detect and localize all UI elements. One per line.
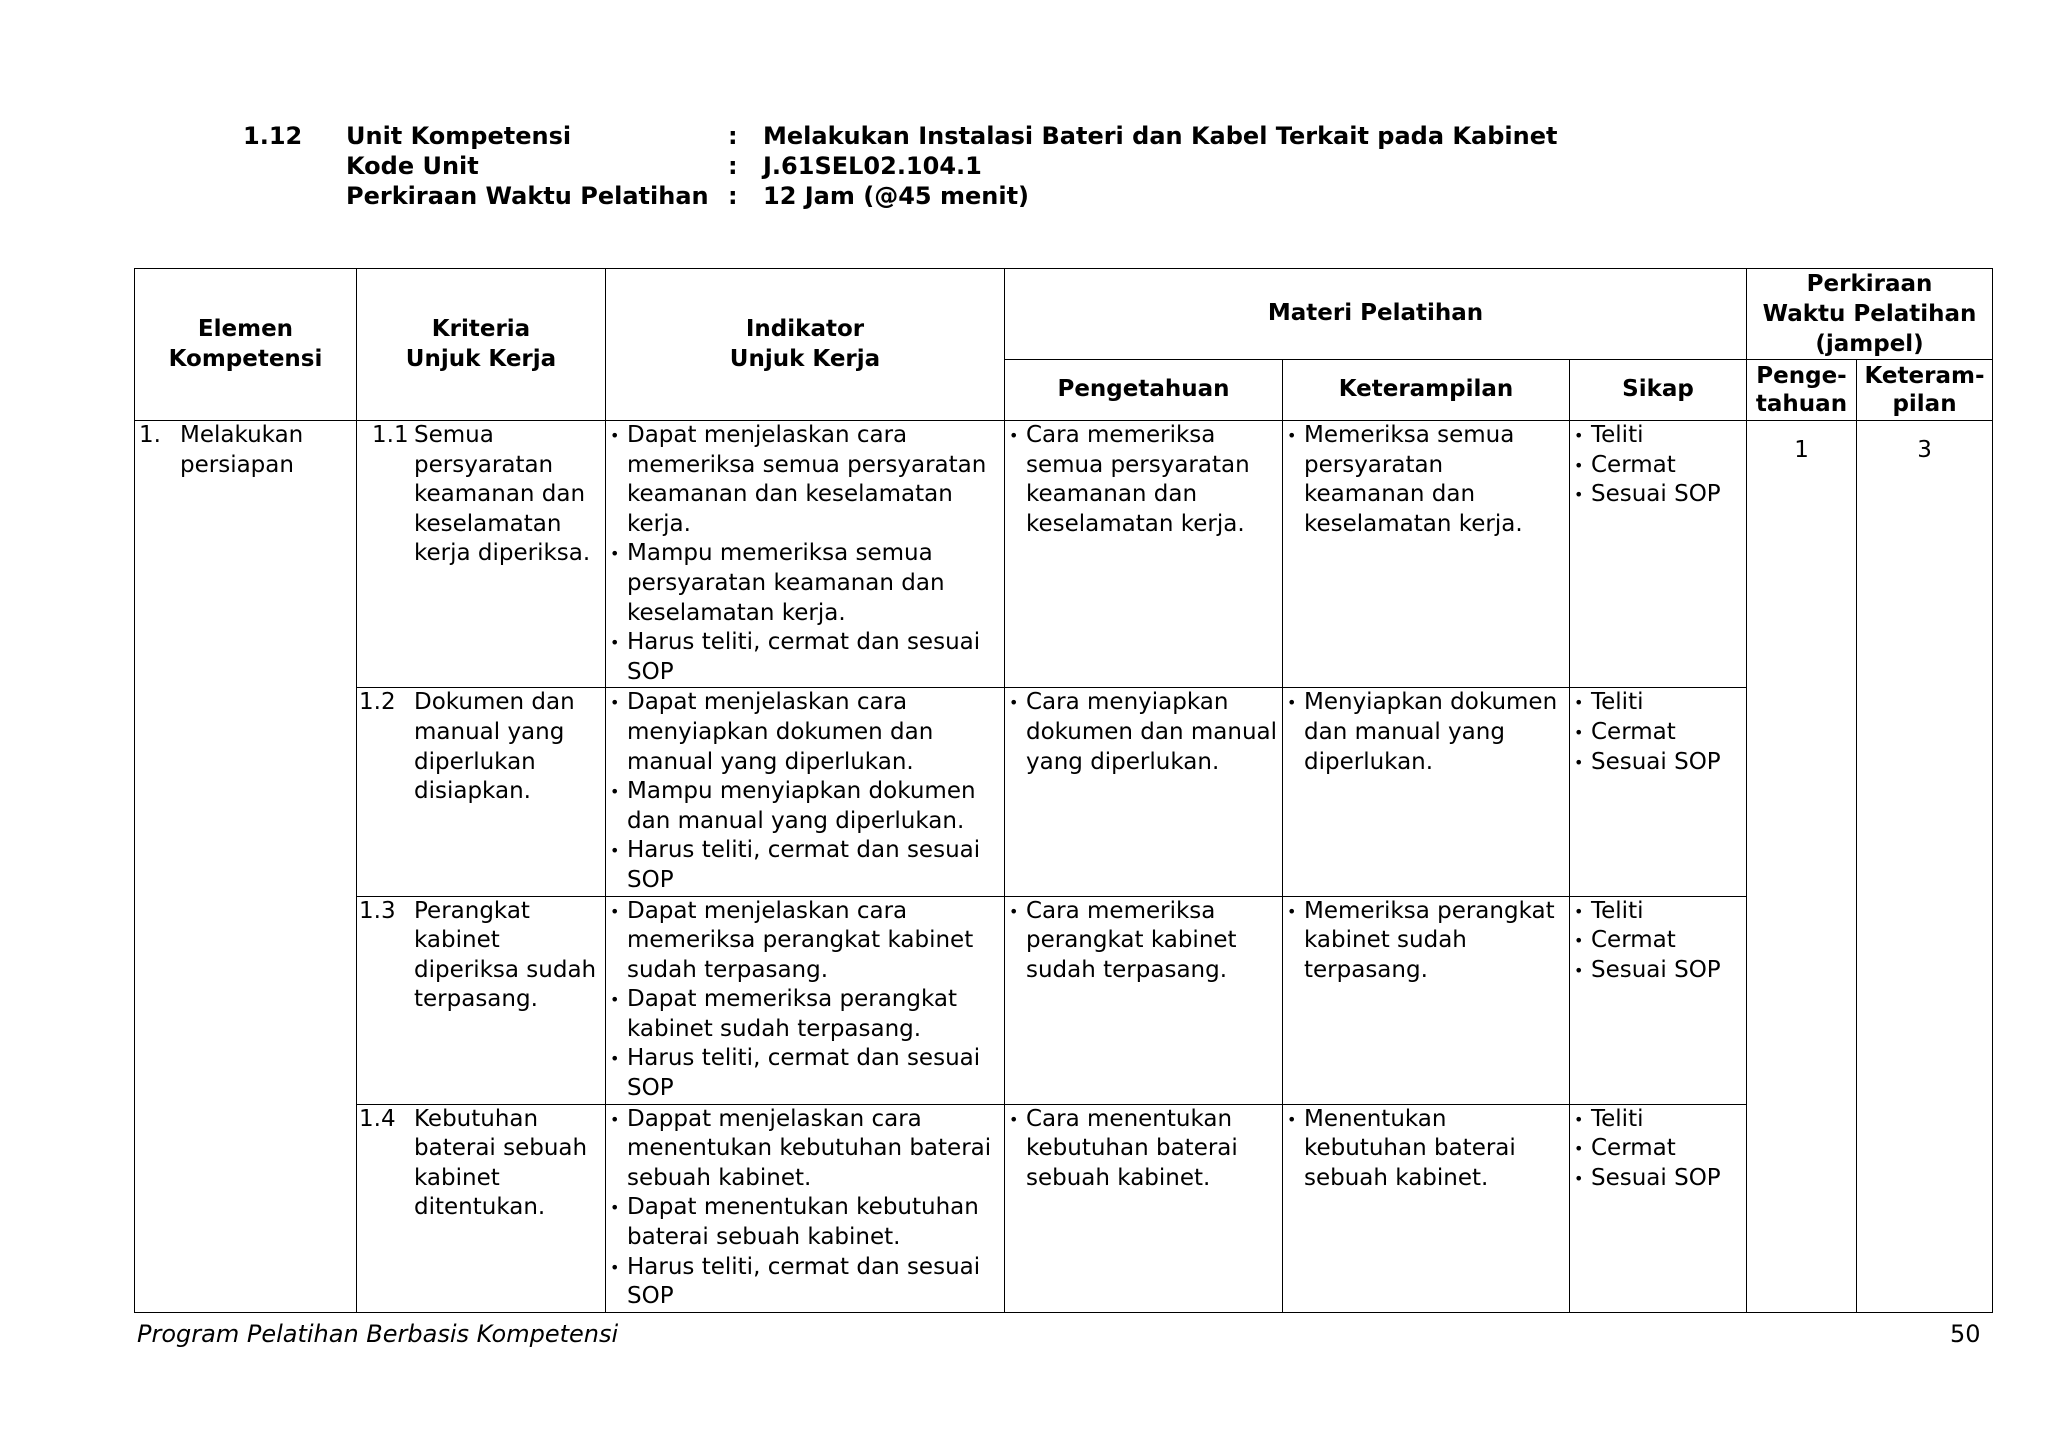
indikator-cell bbox=[606, 688, 1005, 896]
sikap-cell bbox=[1570, 1104, 1747, 1312]
header-colon: : bbox=[728, 182, 738, 210]
elemen-text: Melakukan persiapan bbox=[180, 422, 304, 478]
list-item: • Teliti bbox=[1591, 688, 1746, 718]
list-item: • Teliti bbox=[1591, 1105, 1746, 1135]
kriteria-text: Kebutuhan baterai sebuah kabinet ditentukan. bbox=[414, 1105, 588, 1221]
indikator-cell bbox=[606, 896, 1005, 1104]
list-item: • Dappat menjelaskan cara menentukan kebutuhan baterai sebuah kabinet. bbox=[627, 1105, 1004, 1194]
list-item: • Memeriksa perangkat kabinet sudah terpasang. bbox=[1304, 897, 1569, 986]
list-item: • Sesuai SOP bbox=[1591, 956, 1746, 986]
list-item: • Menyiapkan dokumen dan manual yang diperlukan. bbox=[1304, 688, 1569, 777]
kriteria-cell bbox=[357, 1104, 606, 1312]
list-item: • Cermat bbox=[1591, 718, 1746, 748]
kriteria-number: 1.2 bbox=[359, 689, 396, 716]
header-label: Unit Kompetensi bbox=[346, 122, 572, 150]
keterampilan-cell bbox=[1283, 688, 1570, 896]
list-item: • Dapat menjelaskan cara menyiapkan dokumen dan manual yang diperlukan. bbox=[627, 688, 1004, 777]
keterampilan-cell bbox=[1283, 421, 1570, 688]
indikator-cell bbox=[606, 421, 1005, 688]
sikap-cell bbox=[1570, 896, 1747, 1104]
table-row bbox=[135, 421, 1993, 688]
list-item: • Sesuai SOP bbox=[1591, 1164, 1746, 1194]
sikap-cell bbox=[1570, 688, 1747, 896]
table-row bbox=[135, 688, 1993, 896]
sikap-cell bbox=[1570, 421, 1747, 688]
list-item: • Teliti bbox=[1591, 421, 1746, 451]
list-item: • Cara menyiapkan dokumen dan manual yang diperlukan. bbox=[1026, 688, 1282, 777]
header-value: 12 Jam (@45 menit) bbox=[763, 182, 1030, 210]
header-row-unit bbox=[243, 121, 1557, 151]
table-row bbox=[135, 896, 1993, 1104]
header-colon: : bbox=[728, 122, 738, 150]
header-value: J.61SEL02.104.1 bbox=[763, 152, 982, 180]
header-kriteria: Kriteria Unjuk Kerja bbox=[357, 269, 606, 421]
header-value: Melakukan Instalasi Bateri dan Kabel Terkait pada Kabinet bbox=[763, 122, 1558, 150]
elemen-number: 1. bbox=[139, 422, 161, 448]
list-item: • Harus teliti, cermat dan sesuai SOP bbox=[627, 836, 1004, 895]
pengetahuan-cell bbox=[1005, 421, 1283, 688]
kriteria-number: 1.4 bbox=[359, 1105, 396, 1132]
list-item: • Harus teliti, cermat dan sesuai SOP bbox=[627, 628, 1004, 687]
table-row bbox=[135, 1104, 1993, 1312]
list-item: • Harus teliti, cermat dan sesuai SOP bbox=[627, 1253, 1004, 1312]
kriteria-number: 1.1 bbox=[372, 422, 409, 448]
keterampilan-cell bbox=[1283, 896, 1570, 1104]
list-item: • Teliti bbox=[1591, 897, 1746, 927]
list-item: • Cermat bbox=[1591, 1134, 1746, 1164]
pengetahuan-cell bbox=[1005, 1104, 1283, 1312]
section-number: 1.12 bbox=[243, 122, 303, 150]
page-number: 50 bbox=[1950, 1320, 1981, 1348]
header-colon: : bbox=[728, 152, 738, 180]
indikator-cell bbox=[606, 1104, 1005, 1312]
header-elemen: Elemen Kompetensi bbox=[135, 269, 357, 421]
list-item: • Mampu memeriksa semua persyaratan keamanan dan keselamatan kerja. bbox=[627, 539, 1004, 628]
header-jampel-pengetahuan: Penge- tahuan bbox=[1747, 360, 1857, 421]
jampel-keterampilan-value: 3 bbox=[1857, 421, 1993, 1313]
elemen-cell bbox=[135, 421, 357, 1313]
kriteria-cell bbox=[357, 421, 606, 688]
kriteria-text: Dokumen dan manual yang diperlukan disiapkan. bbox=[414, 689, 575, 805]
list-item: • Cara menentukan kebutuhan baterai sebuah kabinet. bbox=[1026, 1105, 1282, 1194]
header-keterampilan: Keterampilan bbox=[1283, 360, 1570, 421]
list-item: • Menentukan kebutuhan baterai sebuah kabinet. bbox=[1304, 1105, 1569, 1194]
keterampilan-cell bbox=[1283, 1104, 1570, 1312]
list-item: • Dapat menentukan kebutuhan baterai sebuah kabinet. bbox=[627, 1193, 1004, 1252]
list-item: • Cermat bbox=[1591, 926, 1746, 956]
header-pengetahuan: Pengetahuan bbox=[1005, 360, 1283, 421]
list-item: • Sesuai SOP bbox=[1591, 480, 1746, 510]
pengetahuan-cell bbox=[1005, 688, 1283, 896]
list-item: • Cermat bbox=[1591, 451, 1746, 481]
list-item: • Memeriksa semua persyaratan keamanan dan keselamatan kerja. bbox=[1304, 421, 1569, 539]
kriteria-cell bbox=[357, 896, 606, 1104]
competency-table bbox=[134, 268, 1993, 1313]
list-item: • Dapat menjelaskan cara memeriksa perangkat kabinet sudah terpasang. bbox=[627, 897, 1004, 986]
pengetahuan-cell bbox=[1005, 896, 1283, 1104]
kriteria-text: Semua persyaratan keamanan dan keselamatan kerja diperiksa. bbox=[414, 422, 591, 567]
header-indikator: Indikator Unjuk Kerja bbox=[606, 269, 1005, 421]
header-label: Perkiraan Waktu Pelatihan bbox=[346, 182, 709, 210]
kriteria-text: Perangkat kabinet diperiksa sudah terpasang. bbox=[414, 897, 597, 1013]
header-jampel-keterampilan: Keteram- pilan bbox=[1857, 360, 1993, 421]
footer-title: Program Pelatihan Berbasis Kompetensi bbox=[137, 1320, 619, 1348]
list-item: • Cara memeriksa semua persyaratan keamanan dan keselamatan kerja. bbox=[1026, 421, 1282, 539]
header-label: Kode Unit bbox=[346, 152, 479, 180]
header-sikap: Sikap bbox=[1570, 360, 1747, 421]
list-item: • Sesuai SOP bbox=[1591, 748, 1746, 778]
header-materi: Materi Pelatihan bbox=[1005, 269, 1747, 360]
list-item: • Harus teliti, cermat dan sesuai SOP bbox=[627, 1044, 1004, 1103]
list-item: • Mampu menyiapkan dokumen dan manual yang diperlukan. bbox=[627, 777, 1004, 836]
jampel-pengetahuan-value: 1 bbox=[1747, 421, 1857, 1313]
list-item: • Dapat memeriksa perangkat kabinet sudah terpasang. bbox=[627, 985, 1004, 1044]
header-row-code bbox=[243, 151, 1557, 181]
list-item: • Dapat menjelaskan cara memeriksa semua persyaratan keamanan dan keselamatan kerja. bbox=[627, 421, 1004, 539]
kriteria-cell bbox=[357, 688, 606, 896]
kriteria-number: 1.3 bbox=[359, 897, 396, 924]
list-item: • Cara memeriksa perangkat kabinet sudah terpasang. bbox=[1026, 897, 1282, 986]
header-row-time bbox=[243, 181, 1557, 211]
unit-header bbox=[243, 121, 1557, 211]
header-waktu: Perkiraan Waktu Pelatihan (jampel) bbox=[1747, 269, 1993, 360]
